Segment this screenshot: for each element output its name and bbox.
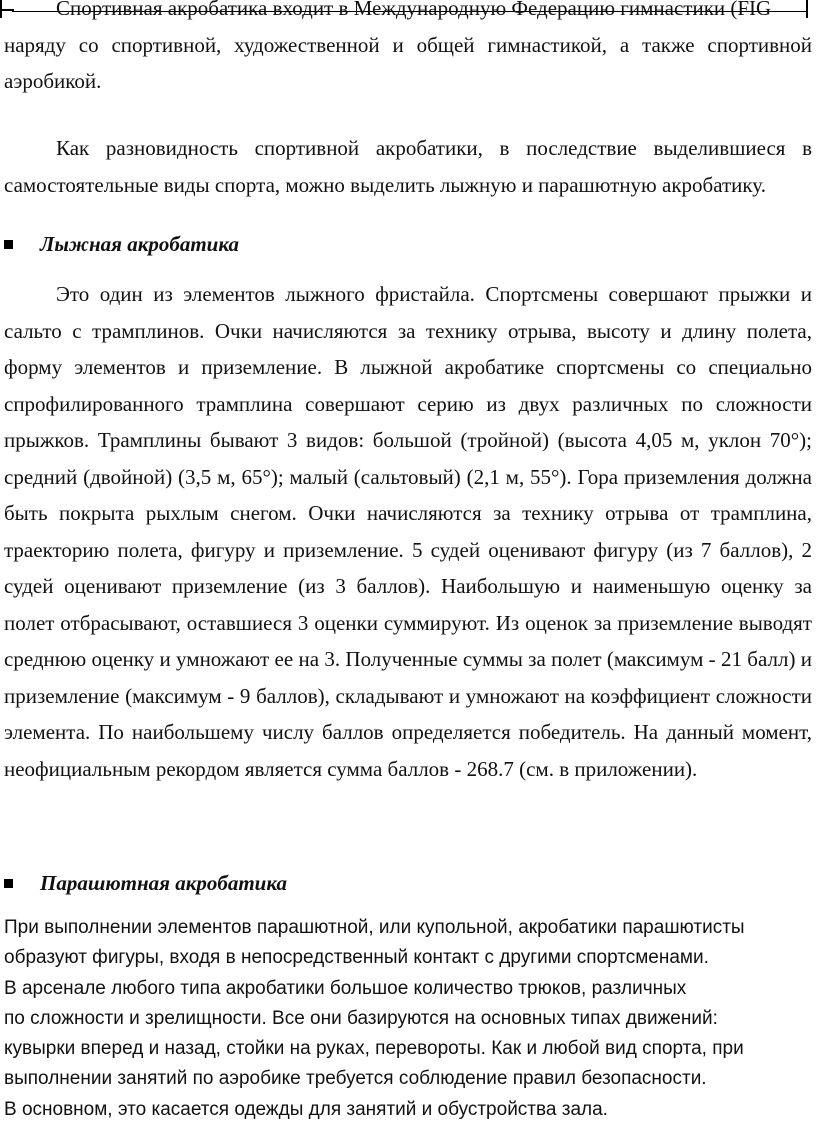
intro-first-line: Спортивная акробатика входит в Международную Федерацию гимнастики (FIG: [56, 0, 772, 20]
parachute-paragraph: При выполнении элементов парашютной, или купольной, акробатики парашютисты образуют фигуры, входя в непосредственный контакт с другими спортсменами. В арсенале любого типа акробатики большое количество трюков, различных по сложности и зрелищности. Все они базируются на основных типах движений: кувырки вперед и назад, стойки на руках, перевороты. Как и любой вид спорта, при выполнении занятий по аэробике требуется соблюдение правил безопасности. В основном, это касается одежды для занятий и обустройства зала.: [4, 917, 745, 1120]
intro-paragraph: [4, 0, 812, 100]
ski-paragraph: Это один из элементов лыжного фристайла. Спортсмены совершают прыжки и сальто с трамплинов. Очки начисляются за технику отрыва, высоту и длину полета, форму элементов и приземление. В лыжной акробатике спортсмены со специально спрофилированного трамплина совершают серию из двух различных по сложности прыжков. Трамплины бывают 3 видов: большой (тройной) (высота 4,05 м, уклон 70°); средний (двойной) (3,5 м, 65°); малый (сальтовый) (2,1 м, 55°). Гора приземления должна быть покрыта рыхлым снегом. Очки начисляются за технику отрыва от трамплина, траекторию полета, фигуру и приземление. 5 судей оценивают фигуру (из 7 баллов), 2 судей оценивают приземление (из 3 баллов). Наибольшую и наименьшую оценку за полет отбрасывают, оставшиеся 3 оценки суммируют. Из оценок за приземление выводят среднюю оценку и умножают ее на 3. Полученные суммы за полет (максимум - 21 балл) и приземление (максимум - 9 баллов), складывают и умножают на коэффициент сложности элемента. По наибольшему числу баллов определяется победитель. На данный момент, неофициальным рекордом является сумма баллов - 268.7 (см. в приложении).: [4, 282, 812, 781]
ski-heading-text: Лыжная акробатика: [40, 232, 239, 256]
bullet-icon: [4, 879, 13, 888]
ski-heading: [4, 229, 239, 259]
parachute-heading-text: Парашютная акробатика: [40, 871, 287, 895]
bullet-icon: [4, 240, 13, 249]
paragraph-kinds: Как разновидность спортивной акробатики, в последствие выделившиеся в самостоятельные виды спорта, можно выделить лыжную и парашютную акробатику.: [4, 136, 812, 197]
intro-rest: наряду со спортивной, художественной и общей гимнастикой, а также спортивной аэробикой.: [4, 32, 812, 93]
parachute-heading: [4, 868, 287, 898]
